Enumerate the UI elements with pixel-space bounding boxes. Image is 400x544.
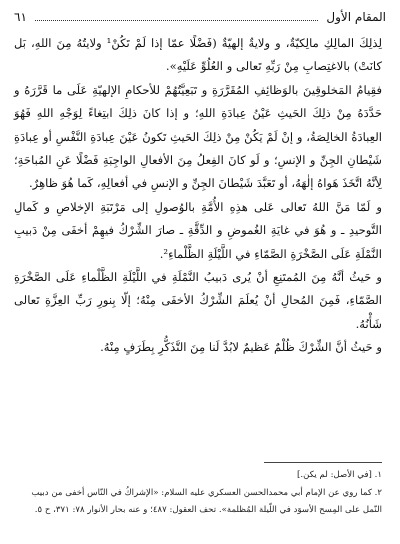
header-title: المقام الأول <box>326 10 386 24</box>
footnotes <box>14 467 382 520</box>
paragraph: لِذلِكَ المالِكِ مالِكيّةٌ، و ولايةٌ إلهيّةٌ (فَضْلًا عمّا إذا لَمْ تَكُنْ¹ ولايتُهُ مِنَ اللهِ، بَل كانَتْ) بالاغتِصابِ مِنْ رَبِّهِ تَعالى و العُلُوِّ عَلَيْهِ». <box>14 36 382 74</box>
paragraph: فقِيامُ المَخلوقِينَ بالوَظائِفِ المُقَرَّرَةِ و تَبَعِيَّتُهُمْ للأحكامِ الإلهيّةِ عَلَى ما قَرَّرَهُ و حَدَّدَهُ مِنْ ذلِكَ الحَيثِ عَيْنُ عِبادَةِ اللهِ؛ و إذا كانَ ذلِكَ ابتِغاءً لِوَجْهِ اللهِ فَهُوَ العِبادَةُ الخالِصَةُ، و إنْ لَمْ يَكُنْ مِنْ ذلِكَ الحَيثِ تَكونُ عَيْنَ عِبادَةِ النَّفْسِ أو عِبادَةِ شَيْطانِ الجِنِّ و الإنسِ؛ و لَو كانَ الفِعلُ مِنَ الأفعالِ الواجِبَةِ فَضْلًا عَنِ المُباحَةِ؛ لِأنَّهُ اتَّخَذَ هَواهُ إلٰهَهُ، أو تَعَبَّدَ شَيْطانَ الجِنِّ و الإنسِ في أفعالِهِ، كَما هُوَ ظاهِرٌ. <box>14 82 382 191</box>
paragraph: و حَيثُ أنَّ الشِّرْكَ ظُلْمٌ عَظيمٌ لابُدَّ لَنا مِنَ التَّذَكُّرِ بِطَرَفٍ مِنْهُ. <box>100 340 382 355</box>
page-number: ٦١ <box>14 10 27 24</box>
paragraph: و لَمّا مَنَّ اللهُ تَعالى عَلى هذِهِ الأُمَّةِ بالوُصولِ إلى مَرْتَبَةِ الإخلاصِ و كَمالِ التَّوحيدِ ـ و هُوَ في غايَةِ الغُموضِ و الدِّقَّةِ ـ صارَ الشِّرْكُ فيهِمْ أخفَى مِنْ دَبيبِ النَّمْلَةِ عَلَى الصَّخْرَةِ الصَّمّاءِ في اللَّيْلَةِ الظَّلْماءِ². <box>14 199 382 261</box>
footnote: ١. [في الأصل: لم يكن.] <box>297 470 382 480</box>
paragraph: و حَيثُ أنَّهُ مِنَ المُمتَنِعِ أنْ يُرى دَبيبُ النَّمْلَةِ في اللَّيْلَةِ الظَّلْماءِ عَلَى الصَّخْرَةِ الصَّمّاءِ، فَمِنَ المُحالِ أنْ يُعلَمَ الشِّرْكُ الأخفَى مِنْهُ؛ إلّا بِنورِ رَبِّ العِزَّةِ تَعالى شَأْنُهُ. <box>14 270 382 331</box>
header-dotted-leader <box>35 20 319 21</box>
footnote-separator <box>264 462 382 463</box>
footnote: ٢. كما روي عن الإمام أبي محمدالحسن العسكري عليه السلام: «الإشراكُ في النّاس أخفى من دبيب النّمل على المِسح الأسوَد في اللّيلة المُظلمة». تحف العقول: ٤٨٧؛ و عنه بحار الأنوار ٧٨: ٣٧١، ح ٥. <box>31 487 382 515</box>
body-text <box>14 32 382 360</box>
running-header <box>14 6 386 28</box>
